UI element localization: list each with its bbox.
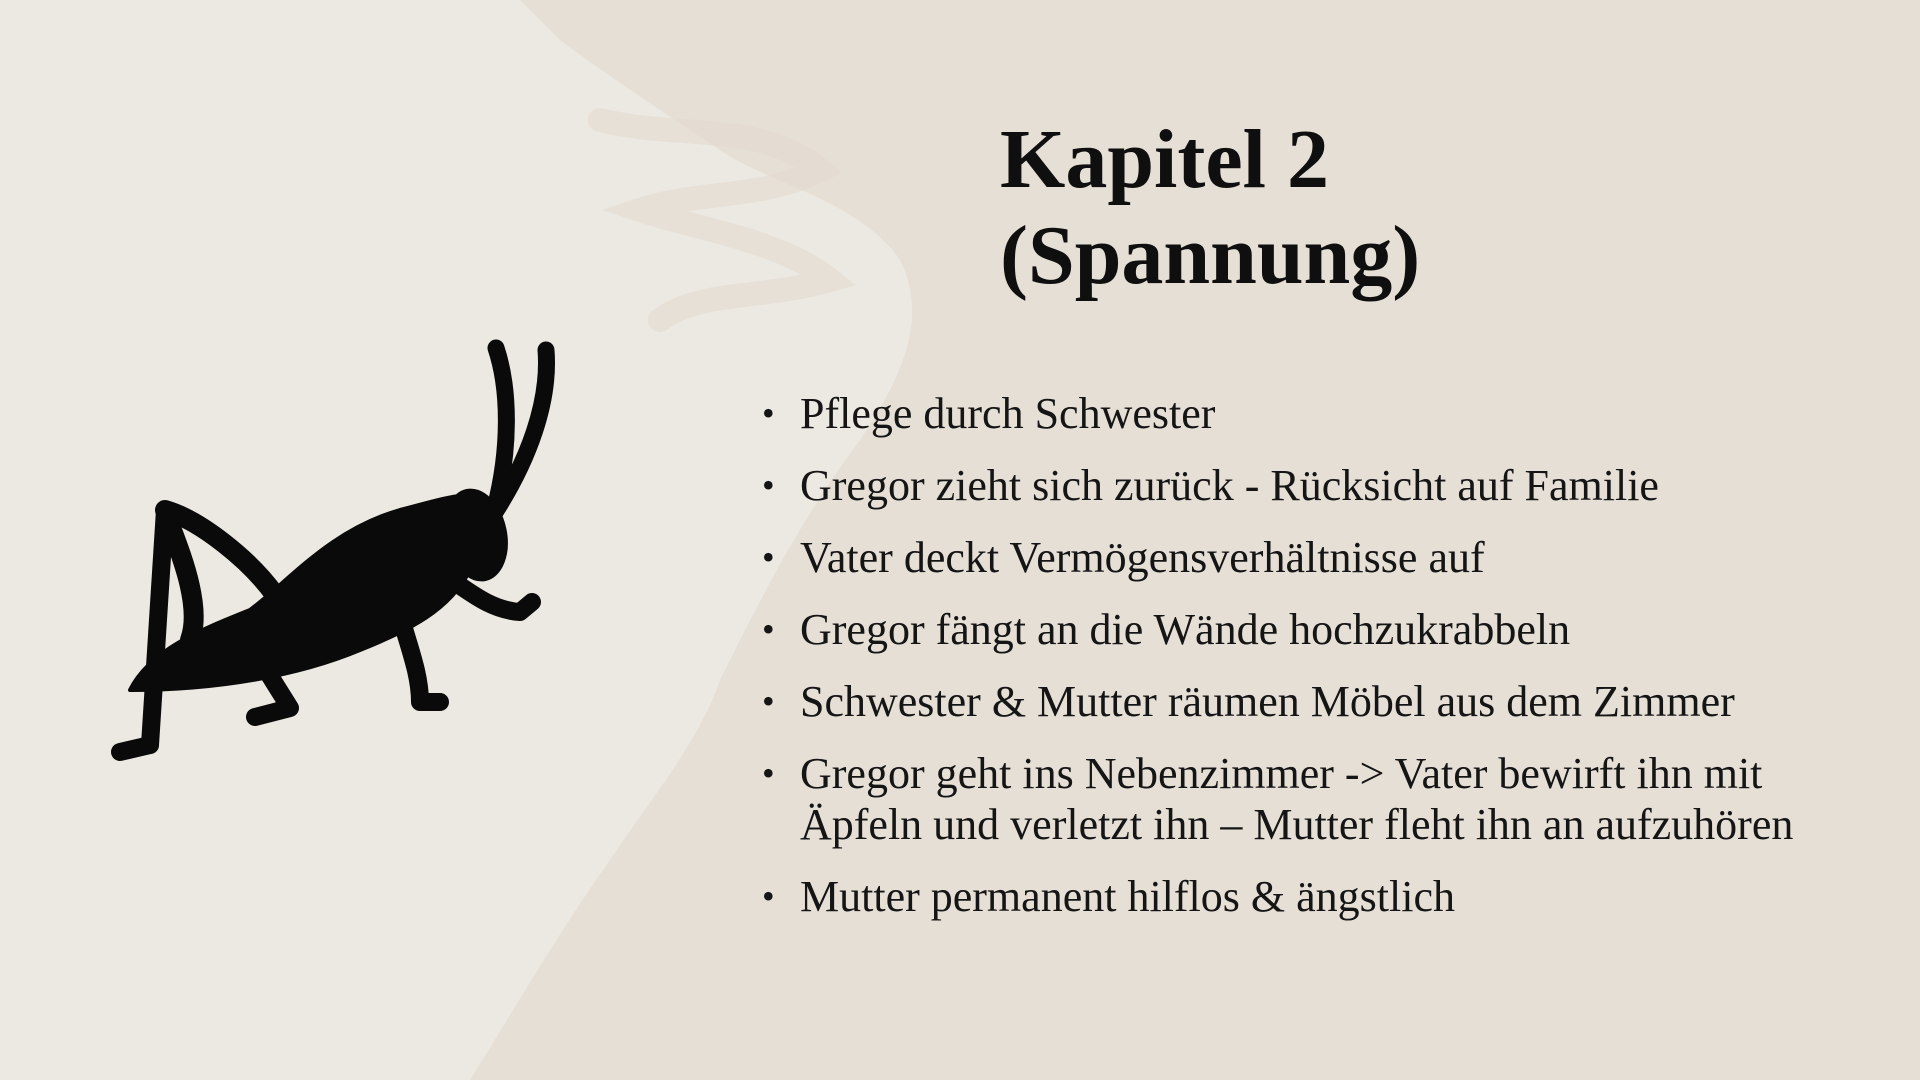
bullet-item bbox=[762, 460, 1802, 511]
bullet-text: Gregor zieht sich zurück - Rücksicht auf Familie bbox=[800, 461, 1659, 510]
bullet-item bbox=[762, 871, 1802, 922]
bullet-text: Schwester & Mutter räumen Möbel aus dem Zimmer bbox=[800, 677, 1735, 726]
bullet-item bbox=[762, 388, 1802, 439]
bullet-marker: • bbox=[762, 876, 775, 916]
bullet-marker: • bbox=[762, 609, 775, 649]
bullet-marker: • bbox=[762, 537, 775, 577]
bullet-text: Vater deckt Vermögensverhältnisse auf bbox=[800, 533, 1485, 582]
bullet-item bbox=[762, 748, 1802, 850]
title-line-1: Kapitel 2 bbox=[1000, 113, 1329, 206]
bullet-list bbox=[762, 388, 1802, 943]
bullet-marker: • bbox=[762, 465, 775, 505]
bullet-item bbox=[762, 532, 1802, 583]
bullet-text: Gregor fängt an die Wände hochzukrabbeln bbox=[800, 605, 1571, 654]
bullet-item bbox=[762, 604, 1802, 655]
bullet-marker: • bbox=[762, 393, 775, 433]
slide-title bbox=[1000, 112, 1420, 304]
bullet-marker: • bbox=[762, 681, 775, 721]
bullet-text: Mutter permanent hilflos & ängstlich bbox=[800, 872, 1455, 921]
grasshopper-icon bbox=[110, 330, 570, 770]
bullet-text: Pflege durch Schwester bbox=[800, 389, 1216, 438]
bullet-marker: • bbox=[762, 753, 775, 793]
bullet-item bbox=[762, 676, 1802, 727]
bullet-text: Gregor geht ins Nebenzimmer -> Vater bewirft ihn mit Äpfeln und verletzt ihn – Mutter fleht ihn an aufzuhören bbox=[800, 749, 1794, 849]
title-line-2: (Spannung) bbox=[1000, 209, 1421, 302]
